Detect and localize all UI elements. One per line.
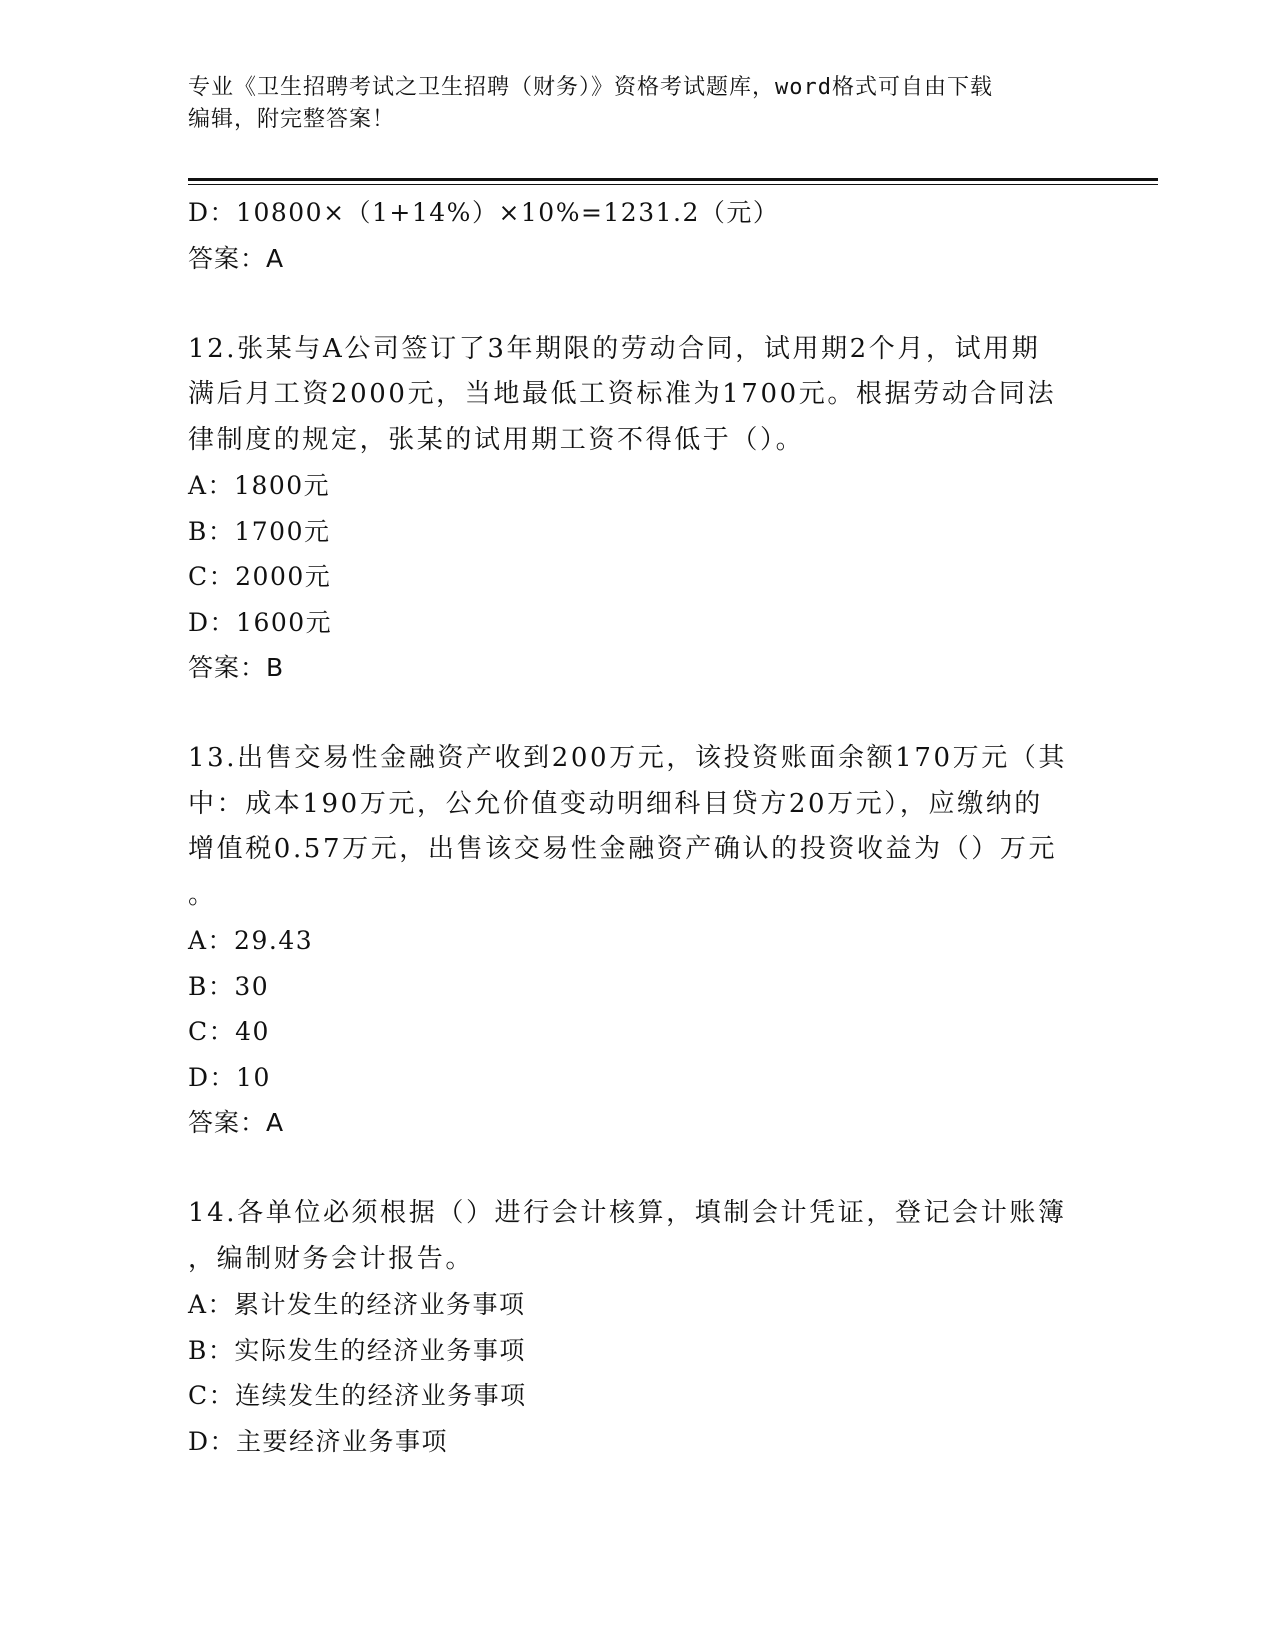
spacer — [188, 1146, 1088, 1192]
prev-answer: 答案：A — [188, 243, 285, 273]
question-13-option-a: A：29.43 — [188, 926, 314, 955]
question-14-line-2: ，编制财务会计报告。 — [188, 1243, 475, 1274]
prev-option-d: D：10800×（1+14%）×10%=1231.2（元） — [188, 198, 780, 227]
question-13-line-3: 增值税0.57万元，出售该交易性金融资产确认的投资收益为（）万元 — [188, 834, 1058, 864]
question-13-line-4: 。 — [188, 879, 217, 910]
question-13-option-b: B：30 — [188, 971, 270, 1001]
question-13-line-1: 13.出售交易性金融资产收到200万元，该投资账面余额170万元（其 — [188, 743, 1068, 773]
header-divider-thick — [188, 178, 1158, 181]
header-divider-thin — [188, 184, 1158, 185]
question-13-answer: 答案：A — [188, 1108, 285, 1137]
question-14-option-d: D：主要经济业务事项 — [188, 1426, 449, 1456]
question-12-option-c: C：2000元 — [188, 562, 332, 591]
question-12-answer: 答案：B — [188, 653, 285, 682]
document-header — [188, 72, 1068, 136]
spacer — [188, 281, 1088, 327]
document-body — [188, 190, 1088, 1464]
question-12-option-a: A：1800元 — [188, 471, 331, 500]
question-12-line-3: 律制度的规定，张某的试用期工资不得低于（）。 — [188, 424, 805, 455]
question-12-line-2: 满后月工资2000元，当地最低工资标准为1700元。根据劳动合同法 — [188, 379, 1057, 409]
question-13-line-2: 中：成本190万元，公允价值变动明细科目贷方20万元），应缴纳的 — [188, 788, 1043, 819]
question-12-option-d: D：1600元 — [188, 607, 333, 637]
question-12-option-b: B：1700元 — [188, 516, 331, 546]
spacer — [188, 691, 1088, 737]
question-13-option-d: D：10 — [188, 1062, 271, 1092]
question-14-line-1: 14.各单位必须根据（）进行会计核算，填制会计凭证，登记会计账簿 — [188, 1198, 1067, 1228]
question-14 — [188, 1191, 1088, 1464]
question-14-option-a: A：累计发生的经济业务事项 — [188, 1290, 526, 1319]
question-12-line-1: 12.张某与A公司签订了3年期限的劳动合同，试用期2个月，试用期 — [188, 333, 1041, 364]
header-line-2: 编辑，附完整答案！ — [188, 107, 396, 132]
question-12 — [188, 327, 1088, 691]
header-line-1: 专业《卫生招聘考试之卫生招聘（财务）》资格考试题库，word格式可自由下载 — [188, 75, 993, 100]
question-14-option-c: C：连续发生的经济业务事项 — [188, 1381, 527, 1410]
question-13 — [188, 736, 1088, 1146]
question-14-option-b: B：实际发生的经济业务事项 — [188, 1335, 526, 1365]
question-13-option-c: C：40 — [188, 1017, 270, 1046]
